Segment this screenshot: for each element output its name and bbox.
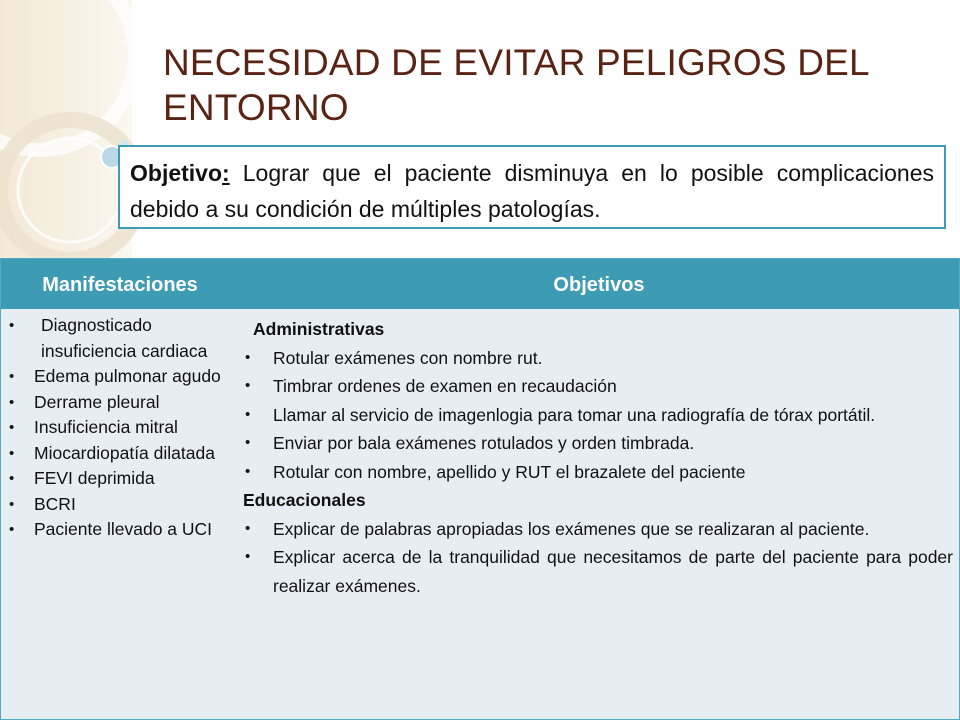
header-objetivos: Objetivos [553,274,645,296]
list-item-text: Llamar al servicio de imagenlogia para tomar una radiografía de tórax portátil. [273,404,876,425]
header-manifestaciones: Manifestaciones [42,274,198,296]
list-item-text: • Diagnosticado insuficiencia cardiaca [41,315,208,361]
list-item [9,492,227,518]
list-item [9,364,227,390]
list-item [9,390,227,416]
list-item [9,415,227,441]
list-item-text: Derrame pleural [34,391,160,412]
list-item-text: Paciente llevado a UCI [34,519,213,539]
list-item-text: Explicar de palabras apropiadas los exámenes que se realizaran al paciente. [273,518,870,539]
objective-label: Objetivo [130,160,223,186]
list-item-text: Rotular con nombre, apellido y RUT el brazalete del paciente [273,461,746,482]
section-heading-administrativas: Administrativas [253,319,385,339]
care-plan-table [0,258,960,720]
list-item [243,372,953,401]
manifestaciones-list [9,313,227,543]
list-item-text: Enviar por bala exámenes rotulados y orden timbrada. [273,433,695,453]
list-item [9,441,227,467]
list-item [243,429,953,458]
list-item-text: Edema pulmonar agudo [34,366,221,386]
table-header-row [1,259,959,309]
objetivos-column [239,309,953,719]
educacionales-list [243,515,953,601]
manifestaciones-column [1,309,227,719]
list-item-text: Timbrar ordenes de examen en recaudación [273,376,617,396]
list-item [9,466,227,492]
list-item [243,543,953,600]
list-item-text: Rotular exámenes con nombre rut. [273,347,543,368]
section-heading-educacionales: Educacionales [243,490,366,510]
objective-text: Lograr que el paciente disminuya en lo posible complicaciones debido a su condición de múltiples patologías. [130,160,934,222]
administrativas-list [243,344,953,487]
list-item-text: BCRI [34,493,76,514]
list-item [243,458,953,487]
objective-colon: : [222,160,230,186]
slide-title: NECESIDAD DE EVITAR PELIGROS DEL ENTORNO [163,42,869,128]
objective-box [118,145,946,229]
list-item [243,401,953,430]
list-item-text: Miocardiopatía dilatada [34,442,215,463]
list-item [9,517,227,543]
list-item-text: Explicar acerca de la tranquilidad que necesitamos de parte del paciente para poder realizar exámenes. [273,547,953,596]
list-item [9,313,227,364]
list-item [243,515,953,544]
list-item [243,344,953,373]
list-item-text: FEVI deprimida [34,468,155,488]
list-item-text: Insuficiencia mitral [34,417,178,437]
